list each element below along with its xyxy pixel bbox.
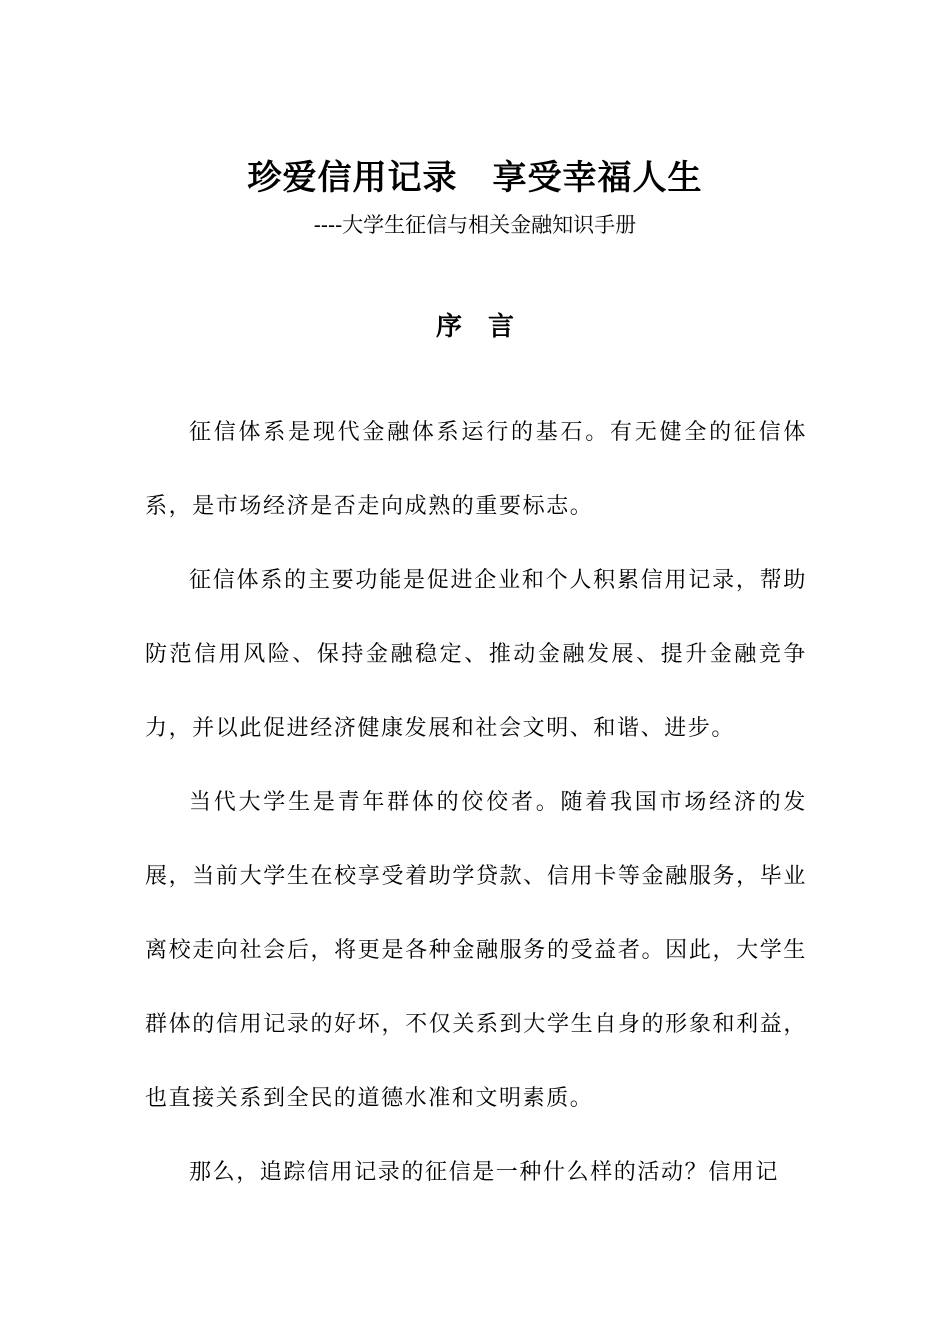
paragraph: 征信体系的主要功能是促进企业和个人积累信用记录，帮助防范信用风险、保持金融稳定、推动金融发展、提升金融竞争力，并以此促进经济健康发展和社会文明、和谐、进步。 — [145, 568, 807, 741]
paragraph: 当代大学生是青年群体的佼佼者。随着我国市场经济的发展，当前大学生在校享受着助学贷款、信用卡等金融服务，毕业离校走向社会后，将更是各种金融服务的受益者。因此，大学生群体的信用记录的好坏，不仅关系到大学生自身的形象和利益，也直接关系到全民的道德水准和文明素质。 — [145, 790, 807, 1111]
section-heading: 序 言 — [435, 312, 514, 342]
document-title: 珍爱信用记录 享受幸福人生 — [247, 158, 703, 198]
document-subtitle: ----大学生征信与相关金融知识手册 — [313, 213, 637, 237]
paragraph: 那么，追踪信用记录的征信是一种什么样的活动？信用记 — [189, 1160, 780, 1185]
paragraph: 征信体系是现代金融体系运行的基石。有无健全的征信体系，是市场经济是否走向成熟的重要标志。 — [145, 420, 807, 519]
document-body — [145, 396, 807, 1210]
